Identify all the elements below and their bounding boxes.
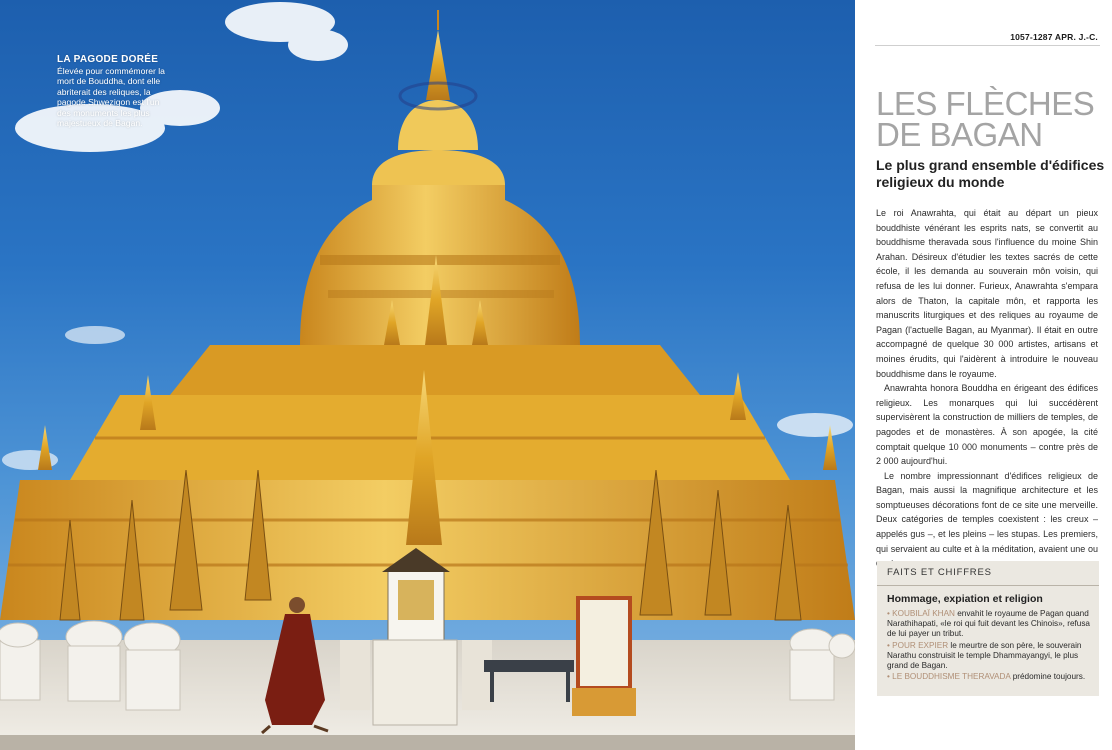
facts-item: [887, 641, 1091, 672]
facts-header: FAITS ET CHIFFRES: [877, 561, 1099, 586]
headline: [876, 85, 1106, 153]
dateline: 1057-1287 APR. J.-C.: [1010, 32, 1098, 42]
headline-line-2: DE BAGAN: [876, 116, 1043, 153]
facts-list: [887, 609, 1091, 682]
facts-box: [877, 561, 1099, 696]
facts-text: prédomine toujours.: [1010, 672, 1086, 682]
photo-caption: [57, 54, 175, 128]
terrace-1: [170, 345, 700, 395]
body-text: [876, 206, 1098, 572]
bullet-icon: •: [887, 672, 890, 682]
facts-keyword: LE BOUDDHISME THERAVADA: [892, 672, 1011, 682]
subheadline: Le plus grand ensemble d'édifices religieux du monde: [876, 157, 1105, 190]
facts-keyword: KOUBILAÏ KHAN: [892, 609, 955, 618]
caption-title: LA PAGODE DORÉE: [57, 54, 159, 65]
facts-item: [887, 672, 1091, 682]
paragraph: Anawrahta honora Bouddha en érigeant des édifices religieux. Les monarques qui lui succédèrent supervisèrent la construction de milliers de temples, de pagodes et de monastères. À son apogée, la cité comptait quelque 10 000 monuments – contre près de 2 000 aujourd'hui.: [876, 383, 1098, 467]
facts-item: [887, 609, 1091, 640]
caption-body: Élevée pour commémorer la mort de Bouddha, dont elle abriterait des reliques, la pagode Shwezigon est l'un des monuments les plus majestueux de Bagan.: [57, 66, 165, 129]
paragraph: [876, 469, 1098, 572]
paragraph-text: Le nombre impressionnant d'édifices religieux de Bagan, mais aussi la magnifique architecture et les somptueuses décorations font de ce site une merveille. Deux catégories de temples coexistent : les creux – appelés gus –, et les pleins – les stupas. Les premiers, qui servaient au culte et à la méditation, avaient une ou: [876, 470, 1098, 554]
facts-text: envahit le royaume de Pagan quand Narathihapati, «le roi qui fuit devant les Chinois», refusa de lui payer un tribut.: [887, 609, 1090, 639]
stupa-spire: [426, 30, 450, 100]
bullet-icon: •: [887, 609, 890, 618]
paragraph: Le roi Anawrahta, qui était au départ un pieux bouddhiste vénérant les esprits nats, se convertit au bouddhisme theravada sous l'influence du moine Shin Arahan. Désireux d'étudier les textes sacrés de cette école, il les demanda au souverain môn voisin, qui refusa de les lui donner. Furieux, Anawrahta s'empara alors de Thaton, la capitale môn, et rapporta les manuscrits liturgiques et des reliques au royaume de Pagan (l'actuelle Bagan, au Myanmar). Il était en outre accompagné de quelque 30 000 artistes, artisans et moines érudits, qui l'aidèrent à introduire le nouveau bouddhisme dans le royaume.: [876, 208, 1098, 379]
facts-text: le meurtre de son père, le souverain Narathu construisit le temple Dhammayangyi, le plus grand de Bagan.: [887, 640, 1082, 671]
facts-keyword: POUR EXPIER: [892, 640, 949, 650]
facts-title: Hommage, expiation et religion: [887, 593, 1043, 605]
headline-line-1: LES FLÈCHES: [876, 85, 1095, 122]
bench: [484, 660, 574, 672]
inscription-board: [572, 598, 636, 716]
dateline-rule: [875, 45, 1100, 46]
bullet-icon: •: [887, 640, 890, 650]
